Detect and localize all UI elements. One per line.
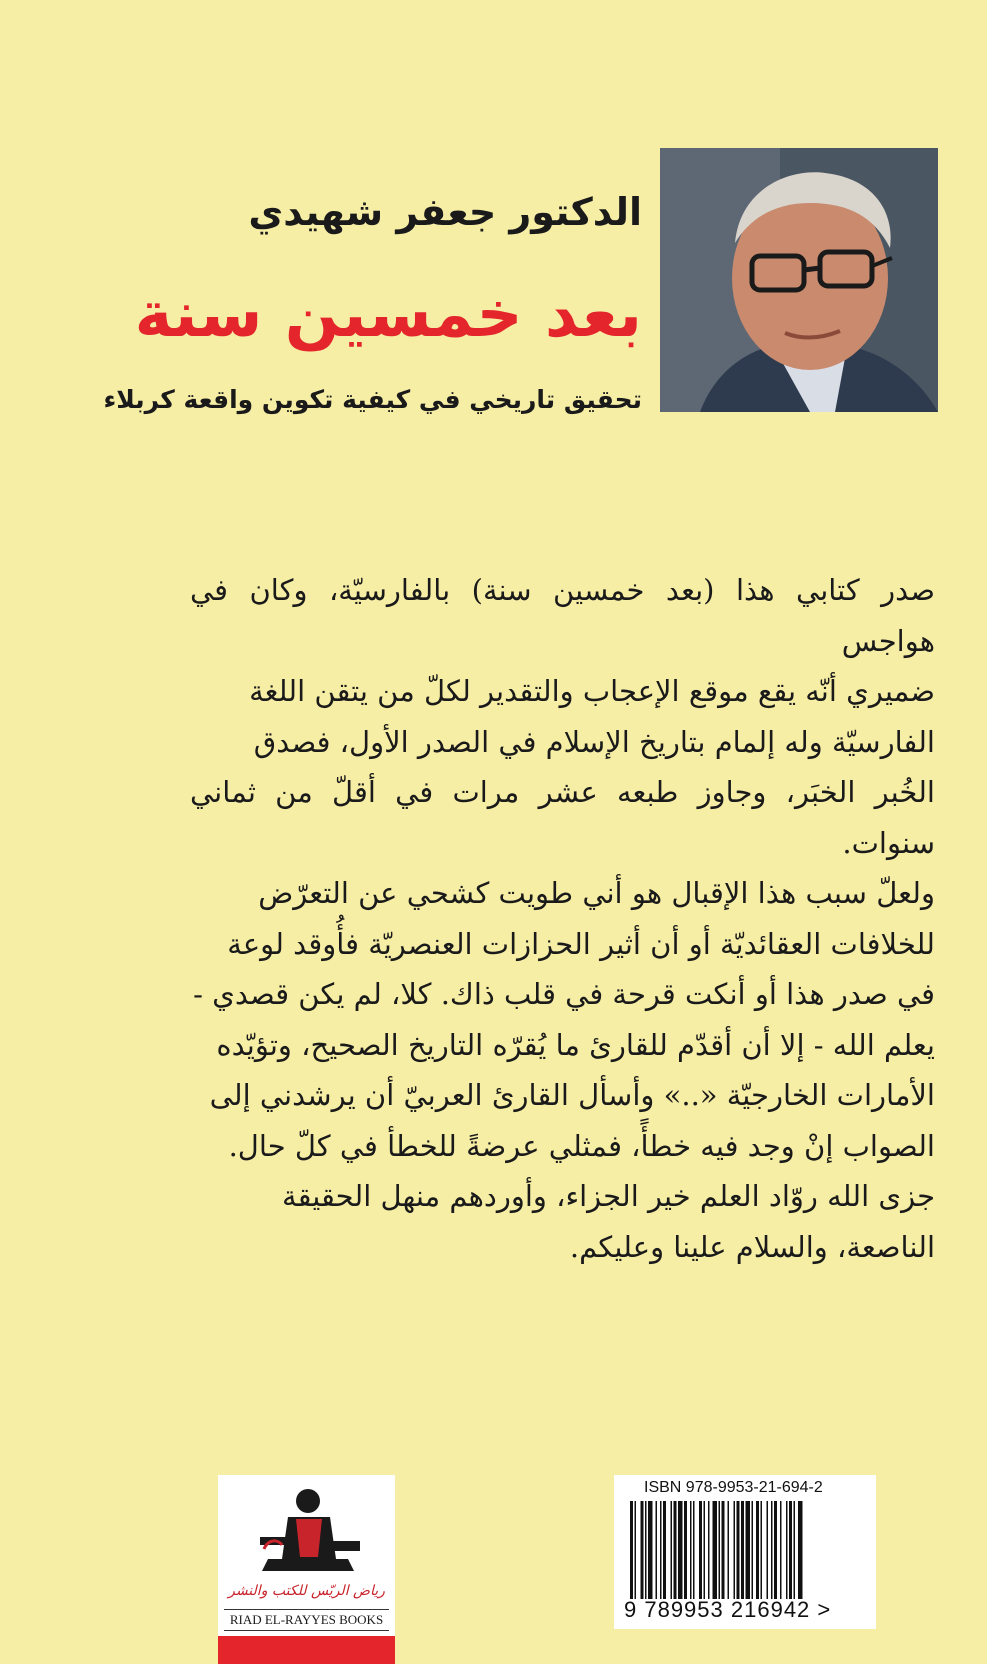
publisher-red-band	[218, 1636, 395, 1664]
blurb-line: للخلافات العقائديّة أو أن أثير الحزازات العنصريّة فأُوقد لوعة	[227, 926, 935, 961]
barcode-bar	[794, 1501, 796, 1599]
blurb-line: الناصعة، والسلام علينا وعليكم.	[569, 1229, 935, 1264]
book-subtitle: تحقيق تاريخي في كيفية تكوين واقعة كربلاء	[103, 385, 642, 414]
blurb-line: الخُبر الخبَر، وجاوز طبعه عشر مرات في أقلّ من ثماني سنوات.	[190, 775, 935, 860]
barcode-bar	[737, 1501, 740, 1599]
barcode-bar	[752, 1501, 754, 1599]
barcode-bar	[693, 1501, 695, 1599]
back-cover-blurb	[190, 565, 935, 1272]
barcode-bars	[628, 1501, 856, 1599]
barcode-bar	[671, 1501, 673, 1599]
barcode-bar	[656, 1501, 658, 1599]
barcode-bar	[746, 1501, 751, 1599]
barcode-bar	[780, 1501, 782, 1599]
barcode-bar	[678, 1501, 683, 1599]
barcode-bar	[789, 1501, 792, 1599]
publisher-name-arabic: رياض الريّس للكتب والنشر	[228, 1583, 385, 1599]
barcode-bar	[767, 1501, 769, 1599]
publisher-emblem-icon	[238, 1479, 375, 1579]
blurb-line: الصواب إنْ وجد فيه خطأً، فمثلي عرضةً للخطأ في كلّ حال.	[228, 1128, 935, 1163]
barcode-bar	[756, 1501, 759, 1599]
barcode-bar	[728, 1501, 730, 1599]
barcode-bar	[663, 1501, 666, 1599]
blurb-line: في صدر هذا أو أنكت قرحة في قلب ذاك. كلا، لم يكن قصدي -	[193, 977, 935, 1011]
blurb-line: الأمارات الخارجيّة «..» وأسأل القارئ العربيّ أن يرشدني إلى	[209, 1078, 935, 1112]
isbn-barcode	[614, 1475, 876, 1629]
book-title: بعد خمسين سنة	[134, 278, 642, 352]
barcode-bar	[641, 1501, 644, 1599]
blurb-line: ولعلّ سبب هذا الإقبال هو أني طويت كشحي عن التعرّض	[258, 876, 935, 910]
author-portrait-image	[660, 148, 938, 412]
author-photo	[660, 148, 938, 412]
barcode-bar	[674, 1501, 677, 1599]
barcode-bar	[798, 1501, 803, 1599]
barcode-bar	[786, 1501, 788, 1599]
barcode-digits: 9 789953 216942 >	[624, 1597, 832, 1622]
barcode-bar	[645, 1501, 647, 1599]
barcode-bar	[734, 1501, 736, 1599]
blurb-line: الفارسيّة وله إلمام بتاريخ الإسلام في الصدر الأول، فصدق	[253, 724, 935, 759]
author-name: الدكتور جعفر شهيدي	[248, 190, 642, 234]
blurb-line: ضميري أنّه يقع موقع الإعجاب والتقدير لكلّ من يتقن اللغة	[249, 674, 935, 708]
barcode-bar	[708, 1501, 710, 1599]
barcode-bar	[635, 1501, 637, 1599]
blurb-line: جزى الله روّاد العلم خير الجزاء، وأوردهم منهل الحقيقة	[282, 1179, 935, 1213]
barcode-bar	[630, 1501, 633, 1599]
barcode-bar	[684, 1501, 687, 1599]
blurb-line: صدر كتابي هذا (بعد خمسين سنة) بالفارسيّة، وكان في هواجس	[190, 573, 935, 658]
barcode-bar	[722, 1501, 725, 1599]
barcode-bar	[699, 1501, 702, 1599]
barcode-bar	[660, 1501, 662, 1599]
barcode-bar	[690, 1501, 692, 1599]
isbn-number: ISBN 978-9953-21-694-2	[644, 1479, 823, 1496]
barcode-bar	[713, 1501, 718, 1599]
barcode-bar	[704, 1501, 706, 1599]
barcode-bar	[771, 1501, 773, 1599]
barcode-bar	[719, 1501, 721, 1599]
barcode-bar	[741, 1501, 744, 1599]
barcode-bar	[648, 1501, 653, 1599]
barcode-bar	[761, 1501, 763, 1599]
publisher-name-english: RIAD EL-RAYYES BOOKS	[224, 1609, 389, 1631]
barcode-bar	[774, 1501, 777, 1599]
publisher-logo	[218, 1475, 395, 1664]
blurb-line: يعلم الله - إلا أن أقدّم للقارئ ما يُقرّه التاريخ الصحيح، وتؤيّده	[216, 1027, 935, 1062]
